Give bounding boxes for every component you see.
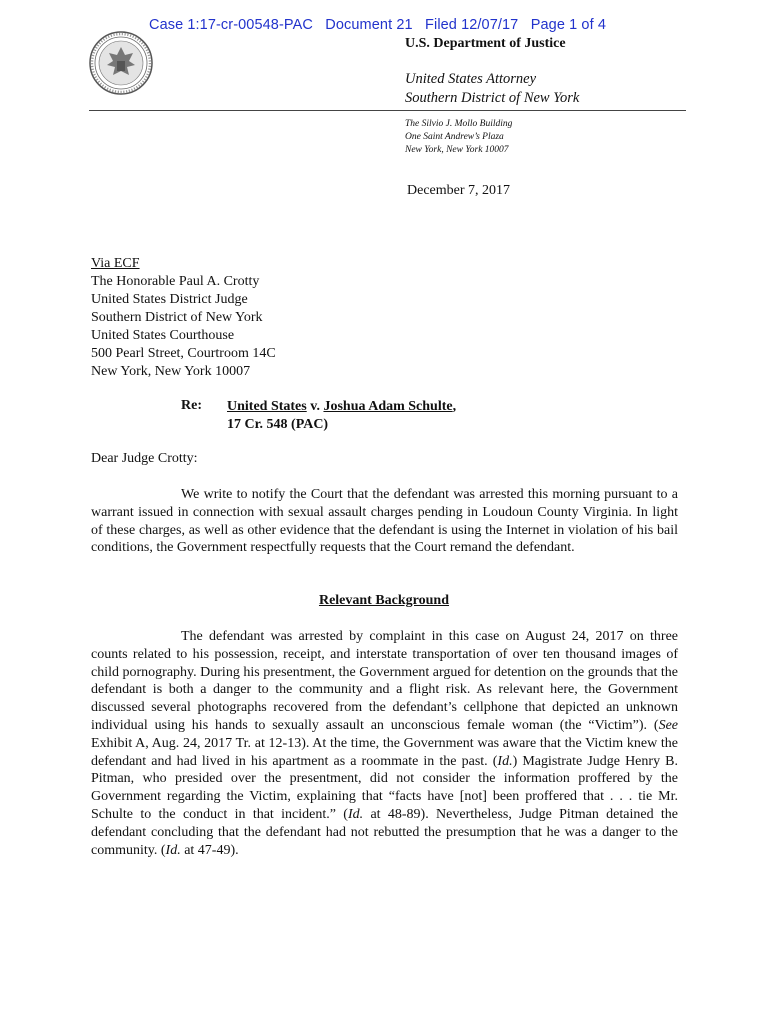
recipient-line: The Honorable Paul A. Crotty [91, 274, 260, 289]
body-paragraph-background [91, 628, 678, 859]
citation-id: Id. [165, 842, 181, 858]
salutation: Dear Judge Crotty: [91, 451, 198, 466]
paragraph-text: at 48-89). Nevertheless, Judge Pitman detained the defendant concluding that the defendant had not rebutted the presumption that he was a danger to the community. ( [91, 806, 678, 858]
case-header: Case 1:17-cr-00548-PAC Document 21 Filed 12/07/17 Page 1 of 4 [149, 17, 606, 33]
citation-id: Id. [497, 753, 513, 769]
office-line: United States Attorney [405, 71, 537, 87]
body-paragraph-intro: We write to notify the Court that the defendant was arrested this morning pursuant to a warrant issued in connection with sexual assault charges pending in Loudoun County Virginia. In light of these charges, as well as other evidence that the defendant is using the Internet in violation of his bail conditions, the Government respectfully requests that the Court remand the defendant. [91, 487, 678, 556]
recipient-line: United States Courthouse [91, 328, 235, 343]
office-line: Southern District of New York [405, 90, 580, 106]
office-name [405, 70, 579, 108]
paragraph-text: at 47-49). [180, 842, 239, 858]
recipient-line: United States District Judge [91, 292, 248, 307]
letterhead-divider [89, 110, 686, 111]
recipient-line: New York, New York 10007 [91, 364, 251, 379]
paragraph-text: ) Magistrate Judge Henry B. Pitman, who presided over the presentment, did not consider the information proffered by the Government regarding the Victim, explaining that “facts have [not] been proffered that . . . tie Mr. Schulte to the conduct in that incident.” ( [91, 753, 678, 822]
paragraph-text: The defendant was arrested by complaint in this case on August 24, 2017 on three counts related to his possession, receipt, and interstate transportation of over ten thousand images of child pornography. During his presentment, the Government argued for detention on the grounds that the defendant is both a danger to the community and a flight risk. As relevant here, the Government discussed several photographs recovered from the defendant’s cellphone that depicted an unknown individual using his hands to sexually assault an unconscious female woman (the “Victim”). ( [91, 629, 678, 733]
letter-date: December 7, 2017 [407, 183, 511, 198]
address-line: One Saint Andrew’s Plaza [405, 132, 504, 142]
recipient-line: 500 Pearl Street, Courtroom 14C [91, 346, 276, 361]
docket-number: 17 Cr. 548 (PAC) [227, 417, 329, 432]
address-line: New York, New York 10007 [405, 145, 509, 155]
office-address [405, 118, 512, 157]
citation-signal: See [658, 717, 678, 733]
doj-seal-icon [89, 31, 153, 95]
section-heading [0, 593, 768, 609]
party-defendant: Joshua Adam Schulte [323, 399, 453, 414]
recipient-block [91, 255, 276, 381]
recipient-line: Southern District of New York [91, 310, 263, 325]
citation-id: Id. [347, 806, 364, 822]
re-label: Re: [181, 398, 202, 413]
address-line: The Silvio J. Mollo Building [405, 119, 513, 129]
party-plaintiff: United States [227, 399, 307, 414]
section-heading-text: Relevant Background [318, 593, 450, 608]
department-name: U.S. Department of Justice [405, 36, 566, 51]
delivery-method: Via ECF [91, 256, 140, 271]
caption-comma: , [452, 399, 457, 414]
paragraph-text: Exhibit A, Aug. 24, 2017 Tr. at 12-13). At the time, the Government was aware that the Victim knew the defendant and had lived in his apartment as a roommate in the past. ( [91, 735, 678, 769]
case-caption [227, 398, 456, 416]
re-caption [227, 398, 456, 434]
versus: v. [306, 399, 324, 414]
